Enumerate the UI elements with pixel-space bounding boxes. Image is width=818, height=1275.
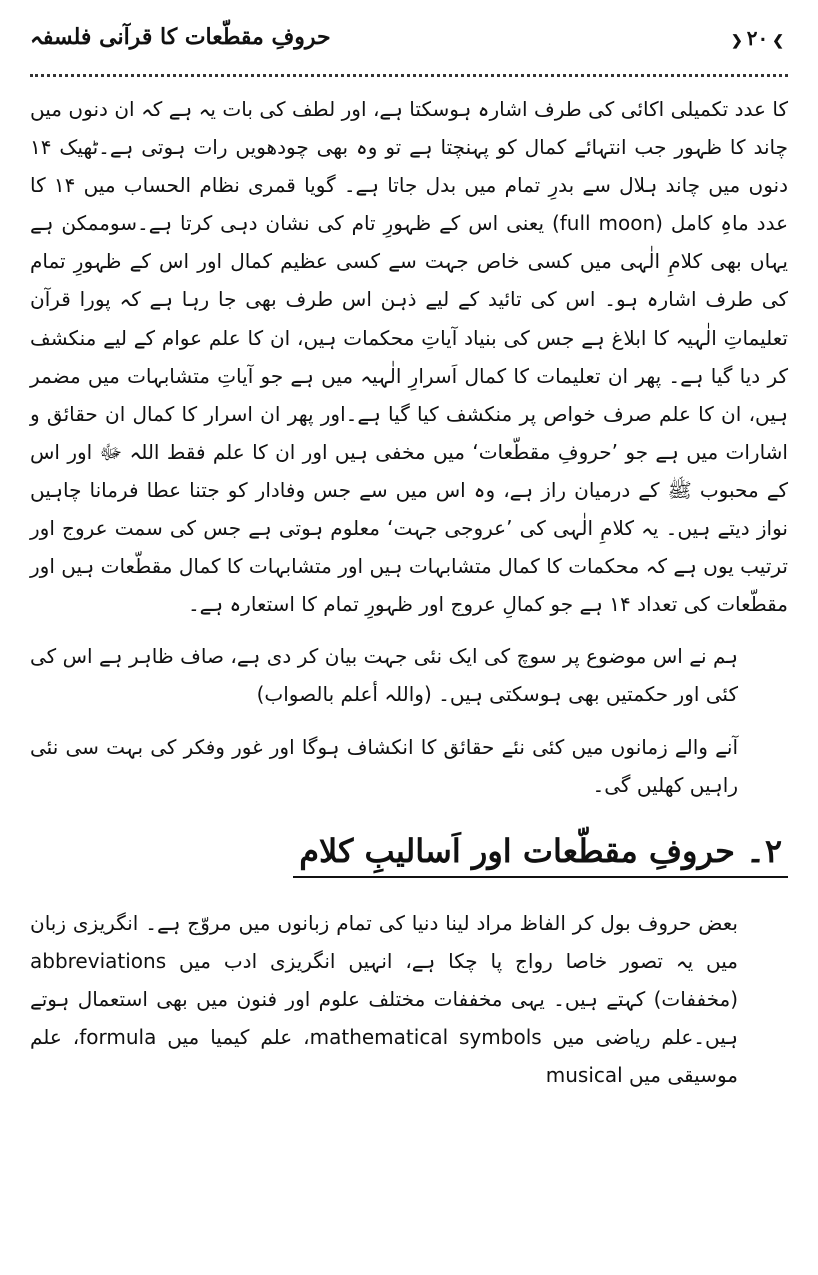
paragraph: کا عدد تکمیلی اکائی کی طرف اشارہ ہوسکتا ہے، اور لطف کی بات یہ ہے کہ ان دنوں میں چاند کا ظہور جب انتہائے کمال کو پہنچتا ہے تو وہ بھی چودھویں رات ہوتی ہے۔ٹھیک ۱۴ دنوں میں چاند ہلال سے بدرِ تمام میں بدل جاتا ہے۔ گویا قمری نظام الحساب میں ۱۴ کا عدد ماہِ کامل (full moon) یعنی اس کے ظہورِ تام کی نشان دہی کرتا ہے۔سوممکن ہے یہاں بھی کلامِ الٰہی میں کسی خاص جہت سے کسی عظیم کمال اور اس کے ظہورِ تمام کی طرف اشارہ ہو۔ اس کی تائید کے لیے ذہن اس طرف بھی جا رہا ہے کہ پورا قرآن تعلیماتِ الٰہیہ کا ابلاغ ہے جس کی بنیاد آیاتِ محکمات ہیں، ان کا علم عوام کے لیے منکشف کر دیا گیا ہے۔ پھر ان تعلیمات کا کمال اَسرارِ الٰہیہ میں ہے جو آیاتِ متشابہات میں مضمر ہیں، ان کا علم صرف خواص پر منکشف کیا گیا ہے۔اور پھر ان اسرار کا کمال ان حقائق و اشارات میں ہے جو ’حروفِ مقطّعات‘ میں مخفی ہیں اور ان کا علم فقط اللہ ﷻ اور اس کے محبوب ﷺ کے درمیان راز ہے، وہ اس میں سے جس وفادار کو جتنا عطا فرمانا چاہیں نواز دیتے ہیں۔ یہ کلامِ الٰہی کی ’عروجی جہت‘ معلوم ہوتی ہے جس کی سمت عروج اور ترتیب یوں ہے کہ محکمات کا کمال متشابہات ہیں اور متشابہات کا کمال مقطّعات ہیں اور مقطّعات کی تعداد ۱۴ ہے جو کمالِ عروج اور ظہورِ تمام کا استعارہ ہے۔ <box>30 97 788 617</box>
header-divider <box>30 74 788 77</box>
paragraph: ہم نے اس موضوع پر سوچ کی ایک نئی جہت بیان کر دی ہے، صاف ظاہر ہے اس کی کئی اور حکمتیں بھی ہوسکتی ہیں۔ (واللہ أعلم بالصواب) <box>30 644 738 707</box>
page-header <box>30 22 788 62</box>
page-number-text: ۲۰ <box>746 26 769 50</box>
paragraph: بعض حروف بول کر الفاظ مراد لینا دنیا کی تمام زبانوں میں مروّج ہے۔ انگریزی زبان میں یہ تصور خاصا رواج پا چکا ہے، انہیں انگریزی ادب میں abbreviations (مخففات) کہتے ہیں۔ یہی مخففات مختلف علوم اور فنون میں بھی استعمال ہوتے ہیں۔علم ریاضی میں mathematical symbols، علم کیمیا میں formula، علم موسیقی میں musical <box>30 910 738 1088</box>
section-heading <box>30 828 788 882</box>
ornament-left-icon: ❮ <box>731 33 743 49</box>
running-title: حروفِ مقطّعات کا قرآنی فلسفہ <box>30 24 331 50</box>
ornament-right-icon: ❯ <box>772 33 784 49</box>
paragraph: آنے والے زمانوں میں کئی نئے حقائق کا انکشاف ہوگا اور غور وفکر کی بہت سی نئی راہیں کھلیں گی۔ <box>30 734 738 797</box>
section-heading-text: ۲۔ حروفِ مقطّعات اور اَسالیبِ کلام <box>293 832 788 878</box>
page-body <box>30 90 788 1094</box>
page-number <box>727 26 788 50</box>
